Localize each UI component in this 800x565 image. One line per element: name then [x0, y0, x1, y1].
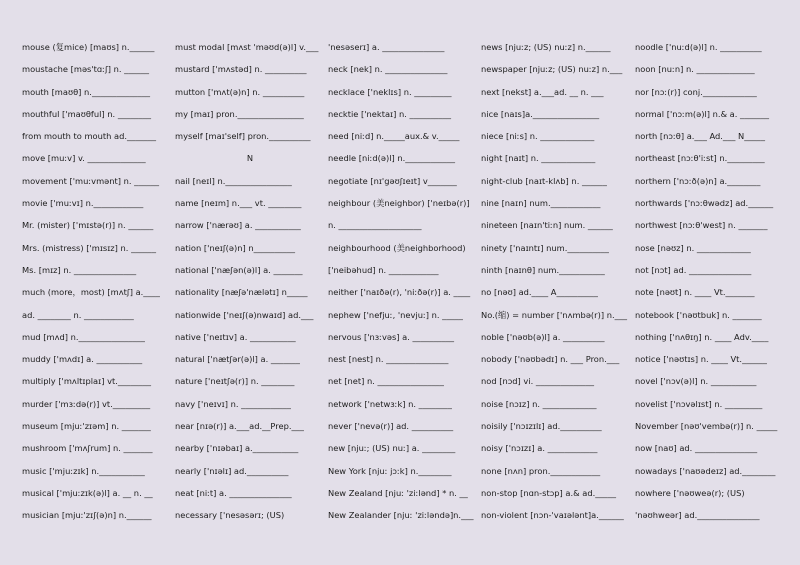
vocab-entry: no [nəʊ] ad.____ A__________ — [481, 287, 598, 298]
vocab-entry: now [naʊ] ad. _______________ — [635, 443, 758, 454]
vocab-entry: Mrs. (mistress) ['mɪsɪz] n. ______ — [22, 242, 156, 253]
vocab-entry: neither ['naɪðə(r), 'niːðə(r)] a. ____ — [328, 287, 471, 298]
vocab-column-1 — [22, 40, 172, 531]
vocab-entry: net [net] n. ________________ — [328, 376, 444, 387]
vocab-entry: much (more，most) [mʌtʃ] a.____ — [22, 287, 160, 298]
vocab-entry: nineteen [naɪn'tiːn] num. ______ — [481, 220, 613, 231]
vocab-entry: mutton ['mʌt(ə)n] n. __________ — [175, 86, 305, 97]
vocab-entry: movement ['muːvmənt] n. ______ — [22, 175, 160, 186]
vocab-entry: noise [nɔɪz] n. _____________ — [481, 398, 597, 409]
vocab-entry: new [njuː; (US) nuː] a. ________ — [328, 443, 456, 454]
vocab-entry: musical ['mjuːzɪk(ə)l] a. __ n. __ — [22, 487, 153, 498]
vocab-entry: notebook ['nəʊtbuk] n. _______ — [635, 309, 762, 320]
vocab-entry: need [niːd] n._____aux.& v._____ — [328, 131, 460, 142]
vocab-entry: nowhere ['nəʊweə(r); (US) — [635, 487, 745, 498]
vocab-entry: noble ['nəʊb(ə)l] a. __________ — [481, 331, 605, 342]
vocab-entry: nationwide ['neɪʃ(ə)nwaɪd] ad.___ — [175, 309, 314, 320]
vocab-entry: news [njuːz; (US) nuːz] n.______ — [481, 42, 611, 52]
vocab-entry: my [maɪ] pron.________________ — [175, 108, 304, 119]
vocab-entry: narrow ['nærəʊ] a. ___________ — [175, 220, 301, 231]
vocab-entry: neighbour (美neighbor) ['neɪbə(r)] — [328, 198, 470, 209]
vocab-entry: 'nəʊhweər] ad._______________ — [635, 510, 760, 521]
vocab-entry: nationality [næʃə'nælətɪ] n_____ — [175, 287, 308, 298]
vocab-entry: native ['neɪtɪv] a. ___________ — [175, 331, 296, 342]
vocab-entry: mustard ['mʌstəd] n. __________ — [175, 64, 307, 75]
vocab-entry: notice ['nəʊtɪs] n. ____ Vt.______ — [635, 354, 767, 365]
vocab-column-5 — [635, 40, 795, 531]
vocab-entry: muddy ['mʌdɪ] a. ___________ — [22, 354, 143, 365]
vocab-entry: New Zealand [njuː 'ziːlənd] * n. __ — [328, 487, 468, 498]
vocab-entry: necklace ['neklɪs] n. _________ — [328, 86, 452, 97]
vocab-entry: ninth [naɪnθ] num.___________ — [481, 264, 605, 275]
vocab-entry: ['neibəhud] n. ____________ — [328, 264, 439, 275]
vocab-entry: move [muːv] v. ______________ — [22, 153, 146, 164]
vocab-entry: nice [naɪs]a.________________ — [481, 108, 600, 119]
vocab-entry: nothing ['nʌθɪŋ] n. ____ Adv.____ — [635, 331, 769, 342]
vocab-entry: neighbourhood (美neighborhood) — [328, 242, 466, 253]
vocab-entry: nervous ['nɜːvəs] a. __________ — [328, 331, 455, 342]
vocab-entry: network ['netwɜːk] n. ________ — [328, 398, 452, 409]
vocab-entry: movie ['muːvɪ] n.____________ — [22, 198, 144, 209]
vocab-entry: No.(缩) = number ['nʌmbə(r)] n.___ — [481, 309, 628, 320]
vocab-entry: name [neɪm] n.___ vt. ________ — [175, 198, 302, 209]
vocab-entry: northern ['nɔːð(ə)n] a.________ — [635, 175, 761, 186]
vocab-entry: nose [nəʊz] n. _____________ — [635, 242, 751, 253]
vocab-entry: from mouth to mouth ad._______ — [22, 131, 157, 142]
vocab-entry: nature ['neɪtʃə(r)] n. ________ — [175, 376, 295, 387]
vocab-entry: nest [nest] n. _______________ — [328, 354, 449, 365]
vocab-entry: ad. ________ n. ____________ — [22, 309, 134, 320]
vocab-entry: not [nɔt] ad. _______________ — [635, 264, 752, 275]
vocab-entry: noisy ['nɔɪzɪ] a. ____________ — [481, 443, 598, 454]
vocab-entry: nowadays ['naʊədeɪz] ad.________ — [635, 465, 776, 476]
vocab-entry: none [nʌn] pron.____________ — [481, 465, 601, 476]
vocab-entry: noon [nuːn] n. ______________ — [635, 64, 755, 75]
vocab-entry: nephew ['nefjuː, 'nevjuː] n. _____ — [328, 309, 463, 320]
vocab-entry: Ms. [mɪz] n. _______________ — [22, 264, 137, 275]
vocab-entry: northwest [nɔːθ'west] n. _______ — [635, 220, 768, 231]
vocab-entry: nod [nɔd] vi. ______________ — [481, 376, 595, 387]
vocab-entry: New Zealander [njuː 'ziːləndə]n.___ — [328, 510, 474, 521]
vocab-entry: nor [nɔː(r)] conj._____________ — [635, 86, 757, 97]
vocab-entry: November [nəʊ'vembə(r)] n. _____ — [635, 421, 778, 432]
vocab-entry: mud [mʌd] n.________________ — [22, 331, 145, 342]
vocab-entry: noisily ['nɔɪzɪlɪ] ad.__________ — [481, 421, 602, 432]
vocab-entry: nobody ['nəʊbədɪ] n. ___ Pron.___ — [481, 354, 620, 365]
section-letter-heading: N — [246, 153, 254, 164]
vocab-entry: mouse (复mice) [maʊs] n.______ — [22, 42, 155, 52]
vocab-column-4 — [481, 40, 631, 531]
vocab-entry: newspaper [njuːz; (US) nuːz] n.___ — [481, 64, 623, 75]
vocab-entry: night [naɪt] n. _____________ — [481, 153, 596, 164]
vocab-column-3 — [328, 40, 478, 531]
vocab-entry: murder ['mɜːdə(r)] vt._________ — [22, 398, 151, 409]
vocab-entry: north [nɔːθ] a.___ Ad.___ N_____ — [635, 131, 765, 142]
vocab-entry: nation ['neɪʃ(ə)n] n__________ — [175, 242, 296, 253]
vocab-entry: novel ['nɔv(ə)l] n. ___________ — [635, 376, 757, 387]
vocab-entry: 'nesəserɪ] a. _______________ — [328, 42, 445, 52]
vocab-entry: n. ____________________ — [328, 220, 422, 231]
vocab-entry: northeast [nɔːθ'iːst] n._________ — [635, 153, 765, 164]
vocab-entry: needle [niːd(ə)l] n.____________ — [328, 153, 456, 164]
vocab-entry: non-stop [nɑn-stɔp] a.& ad._____ — [481, 487, 616, 498]
vocab-entry: myself [maɪ'self] pron.__________ — [175, 131, 311, 142]
vocab-entry: music ['mjuːzɪk] n.___________ — [22, 465, 145, 476]
vocab-entry: neck [nek] n. _______________ — [328, 64, 448, 75]
vocab-entry: must modal [mʌst 'məʊd(ə)l] v.___ — [175, 42, 319, 52]
vocab-entry: noodle ['nuːd(ə)l] n. __________ — [635, 42, 762, 52]
vocab-entry: never ['nevə(r)] ad. __________ — [328, 421, 454, 432]
vocab-entry: normal ['nɔːm(ə)l] n.& a. _______ — [635, 108, 770, 119]
vocab-entry: novelist ['nɔvəlɪst] n. _________ — [635, 398, 763, 409]
vocab-entry: next [nekst] a.___ad. __ n. ___ — [481, 86, 604, 97]
vocab-entry: nail [neɪl] n.________________ — [175, 175, 292, 186]
vocab-entry: multiply ['mʌltɪplaɪ] vt.________ — [22, 376, 152, 387]
vocab-entry: nearby ['nɪəbaɪ] a.___________ — [175, 443, 299, 454]
vocab-entry: natural ['nætʃər(ə)l] a. _______ — [175, 354, 300, 365]
vocab-column-2 — [175, 40, 325, 531]
vocab-entry: moustache [məs'tɑːʃ] n. ______ — [22, 64, 150, 75]
vocab-entry: Mr. (mister) ['mɪstə(r)] n. ______ — [22, 220, 154, 231]
vocab-entry: navy ['neɪvɪ] n. ____________ — [175, 398, 291, 409]
vocab-entry: negotiate [nɪ'gəʊʃɪeɪt] v_______ — [328, 175, 457, 186]
vocab-entry: musician [mjuː'zɪʃ(ə)n] n.______ — [22, 510, 152, 521]
vocab-entry: mushroom ['mʌʃrum] n. _______ — [22, 443, 153, 454]
vocab-entry: museum [mjuː'zɪəm] n. _______ — [22, 421, 151, 432]
vocab-entry: national ['næʃən(ə)l] a. _______ — [175, 264, 303, 275]
vocab-entry: nine [naɪn] num.____________ — [481, 198, 601, 209]
vocab-entry: mouthful ['maʊθful] n. ________ — [22, 108, 152, 119]
vocab-entry: niece [niːs] n. _____________ — [481, 131, 595, 142]
vocab-entry: near [nɪə(r)] a.___ad.__Prep.___ — [175, 421, 304, 432]
vocab-entry: necktie ['nektaɪ] n. __________ — [328, 108, 452, 119]
vocab-entry: ninety ['naɪntɪ] num.__________ — [481, 242, 609, 253]
vocab-entry: mouth [maʊθ] n.______________ — [22, 86, 151, 97]
vocab-entry: neat [niːt] a. _______________ — [175, 487, 292, 498]
vocab-entry: New York [njuː jɔːk] n.________ — [328, 465, 452, 476]
vocab-entry: non-violent [nɔn-'vaɪələnt]a.______ — [481, 510, 624, 521]
vocab-entry: night-club [naɪt-klʌb] n. ______ — [481, 175, 607, 186]
vocab-entry: note [nəʊt] n. ____ Vt._______ — [635, 287, 755, 298]
vocab-entry: necessary ['nesəsərɪ; (US) — [175, 510, 285, 521]
vocab-entry: nearly ['nɪəlɪ] ad.__________ — [175, 465, 289, 476]
vocab-entry: northwards ['nɔːθwədz] ad.______ — [635, 198, 774, 209]
